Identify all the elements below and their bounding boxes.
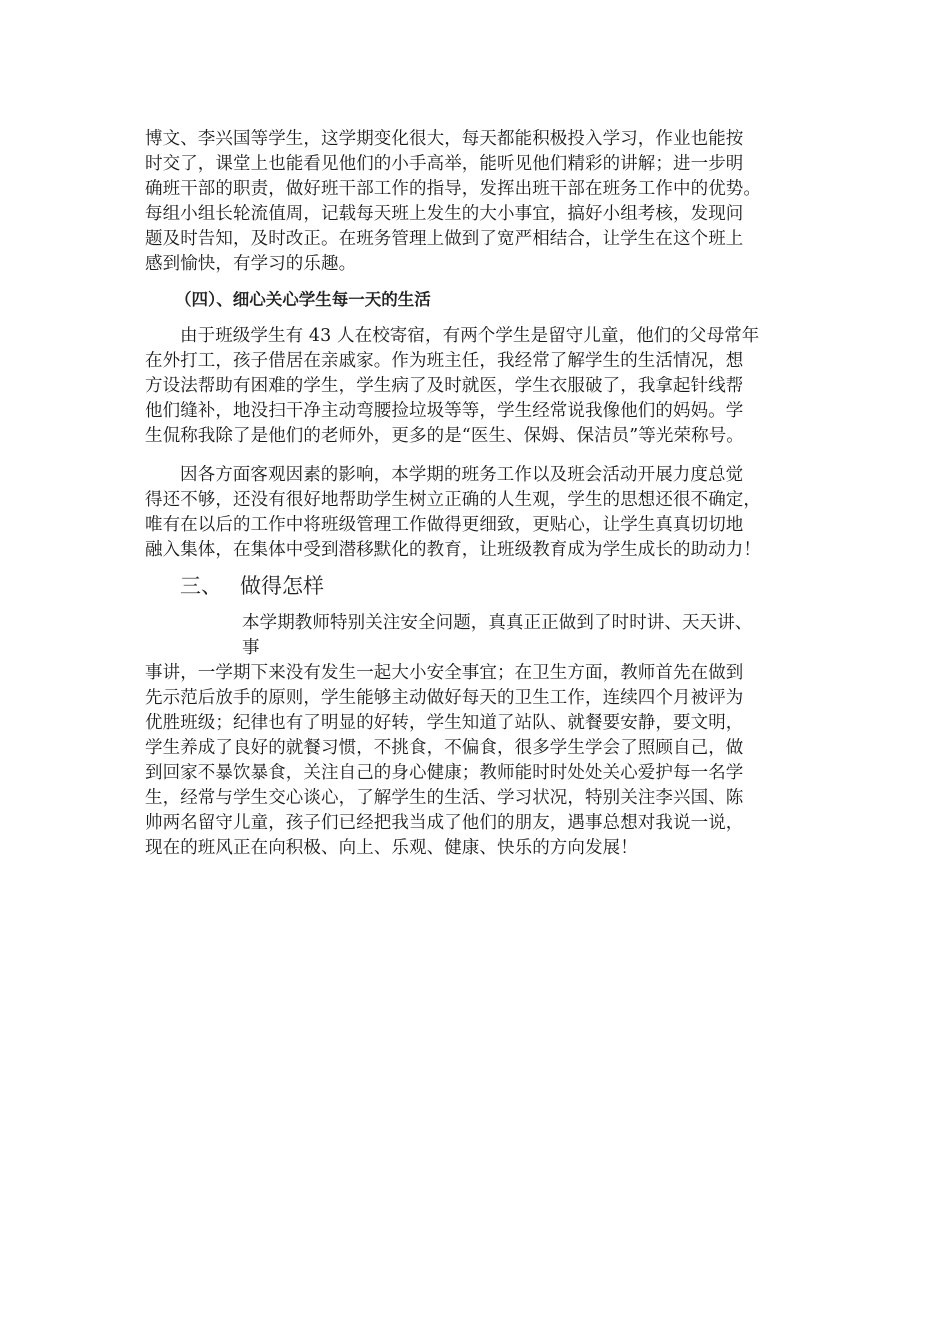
text-line: 帅两名留守儿童，孩子们已经把我当成了他们的朋友，遇事总想对我说一说， xyxy=(145,813,744,833)
text-line: 方设法帮助有困难的学生，学生病了及时就医，学生衣服破了，我拿起针线帮 xyxy=(145,376,744,396)
text-line: 确班干部的职责，做好班干部工作的指导，发挥出班干部在班务工作中的优势。 xyxy=(145,179,761,199)
text-line: 时交了，课堂上也能看见他们的小手高举，能听见他们精彩的讲解；进一步明 xyxy=(145,154,744,174)
text-line: 他们缝补，地没扫干净主动弯腰捡垃圾等等，学生经常说我像他们的妈妈。学 xyxy=(145,401,744,421)
text-line: 感到愉快，有学习的乐趣。 xyxy=(145,254,357,274)
text-line: 生，经常与学生交心谈心，了解学生的生活、学习状况，特别关注李兴国、陈 xyxy=(145,788,744,808)
text-line: 先示范后放手的原则，学生能够主动做好每天的卫生工作，连续四个月被评为 xyxy=(145,688,744,708)
text-line: 在外打工，孩子借居在亲戚家。作为班主任，我经常了解学生的生活情况，想 xyxy=(145,351,744,371)
text-line: 本学期教师特别关注安全问题，真真正正做到了时时讲、天天讲、 xyxy=(242,613,753,633)
text-line: 融入集体，在集体中受到潜移默化的教育，让班级教育成为学生成长的助动力！ xyxy=(145,540,761,560)
text-line: 优胜班级；纪律也有了明显的好转，学生知道了站队、就餐要安静，要文明， xyxy=(145,713,744,733)
text-line: 现在的班风正在向积极、向上、乐观、健康、快乐的方向发展！ xyxy=(145,838,638,858)
text-line: 到回家不暴饮暴食，关注自己的身心健康；教师能时时处处关心爱护每一名学 xyxy=(145,763,744,783)
text-line: 题及时告知，及时改正。在班务管理上做到了宽严相结合，让学生在这个班上 xyxy=(145,229,744,249)
text-line: 因各方面客观因素的影响，本学期的班务工作以及班会活动开展力度总觉 xyxy=(180,465,744,485)
heading-title: 做得怎样 xyxy=(240,574,324,598)
section-heading-4: （四）、细心关心学生每一天的生活 xyxy=(175,290,431,309)
heading-number: 三、 xyxy=(180,574,222,598)
text-line: 学生养成了良好的就餐习惯，不挑食，不偏食，很多学生学会了照顾自己，做 xyxy=(145,738,744,758)
text-line: 每组小组长轮流值周，记载每天班上发生的大小事宜，搞好小组考核，发现问 xyxy=(145,204,744,224)
text-line: 生侃称我除了是他们的老师外，更多的是“医生、保姆、保洁员”等光荣称号。 xyxy=(145,426,744,446)
text-line: 博文、李兴国等学生，这学期变化很大，每天都能积极投入学习，作业也能按 xyxy=(145,129,744,149)
text-line: 事讲，一学期下来没有发生一起大小安全事宜；在卫生方面，教师首先在做到 xyxy=(145,663,744,683)
text-line: 得还不够，还没有很好地帮助学生树立正确的人生观，学生的思想还很不确定， xyxy=(145,490,761,510)
text-line: 由于班级学生有 43 人在校寄宿，有两个学生是留守儿童，他们的父母常年 xyxy=(180,326,760,346)
text-line: 事 xyxy=(242,638,260,658)
text-line: 唯有在以后的工作中将班级管理工作做得更细致，更贴心，让学生真真切切地 xyxy=(145,515,744,535)
